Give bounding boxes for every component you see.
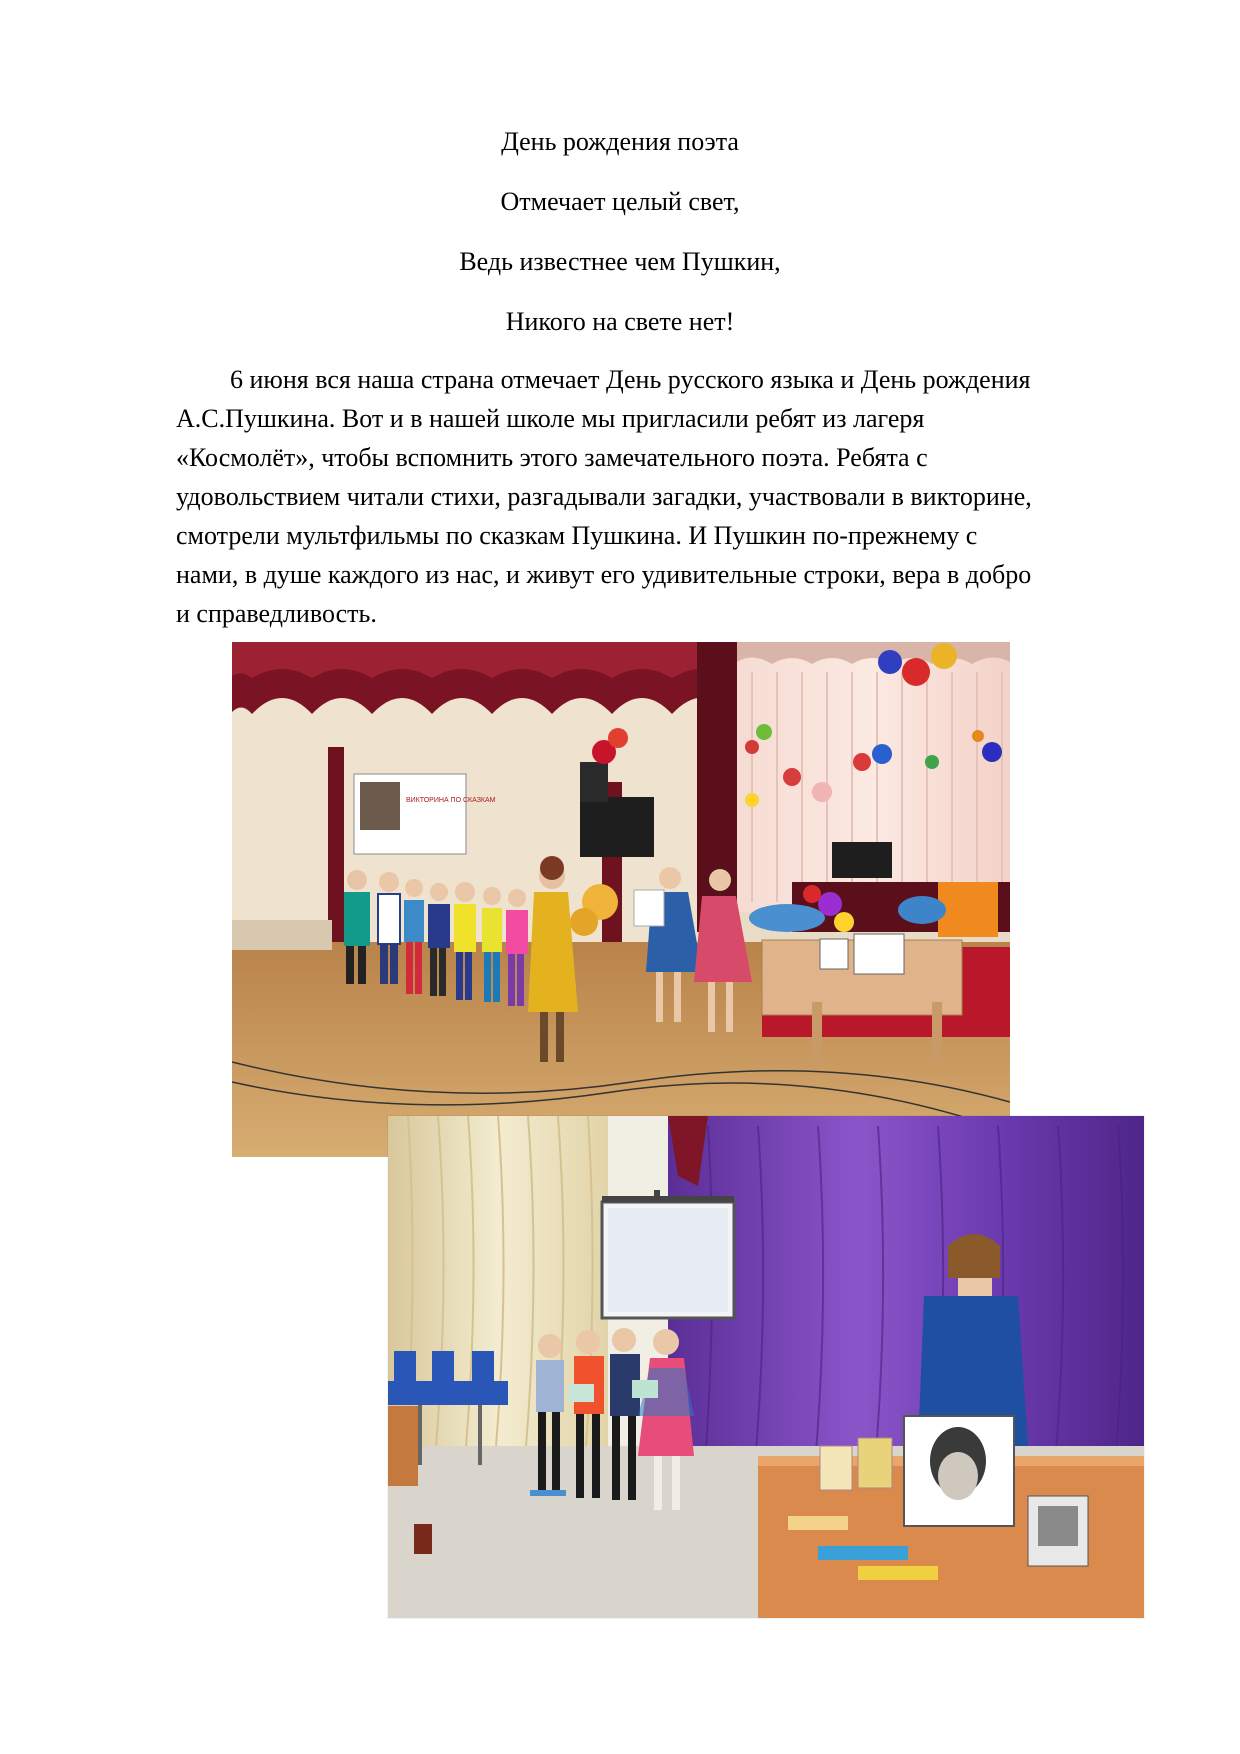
article-line-3: «Космолёт», чтобы вспомнить этого замечательного поэта. Ребята с (176, 443, 928, 472)
article-line-1: 6 июня вся наша страна отмечает День русского языка и День рождения (230, 365, 1031, 394)
photo-reading-room (388, 1116, 1144, 1618)
poem-line-1: День рождения поэта (501, 127, 739, 156)
poem-line-3: Ведь известнее чем Пушкин, (459, 247, 781, 276)
article-paragraph (176, 360, 1146, 633)
article-line-7: и справедливость. (176, 599, 377, 628)
article-line-6: нами, в душе каждого из нас, и живут его удивительные строки, вера в добро (176, 560, 1032, 589)
photo-assembly-hall (232, 642, 1010, 1157)
screen-title: ВИКТОРИНА ПО СКАЗКАМ (406, 797, 496, 804)
poem-line-2: Отмечает целый свет, (500, 187, 740, 216)
article-line-5: смотрели мультфильмы по сказкам Пушкина. И Пушкин по-прежнему с (176, 521, 978, 550)
article-line-2: А.С.Пушкина. Вот и в нашей школе мы пригласили ребят из лагеря (176, 404, 925, 433)
poem-line-4: Никого на свете нет! (505, 307, 735, 336)
poem (0, 112, 1240, 352)
article-line-4: удовольствием читали стихи, разгадывали загадки, участвовали в викторине, (176, 482, 1032, 511)
